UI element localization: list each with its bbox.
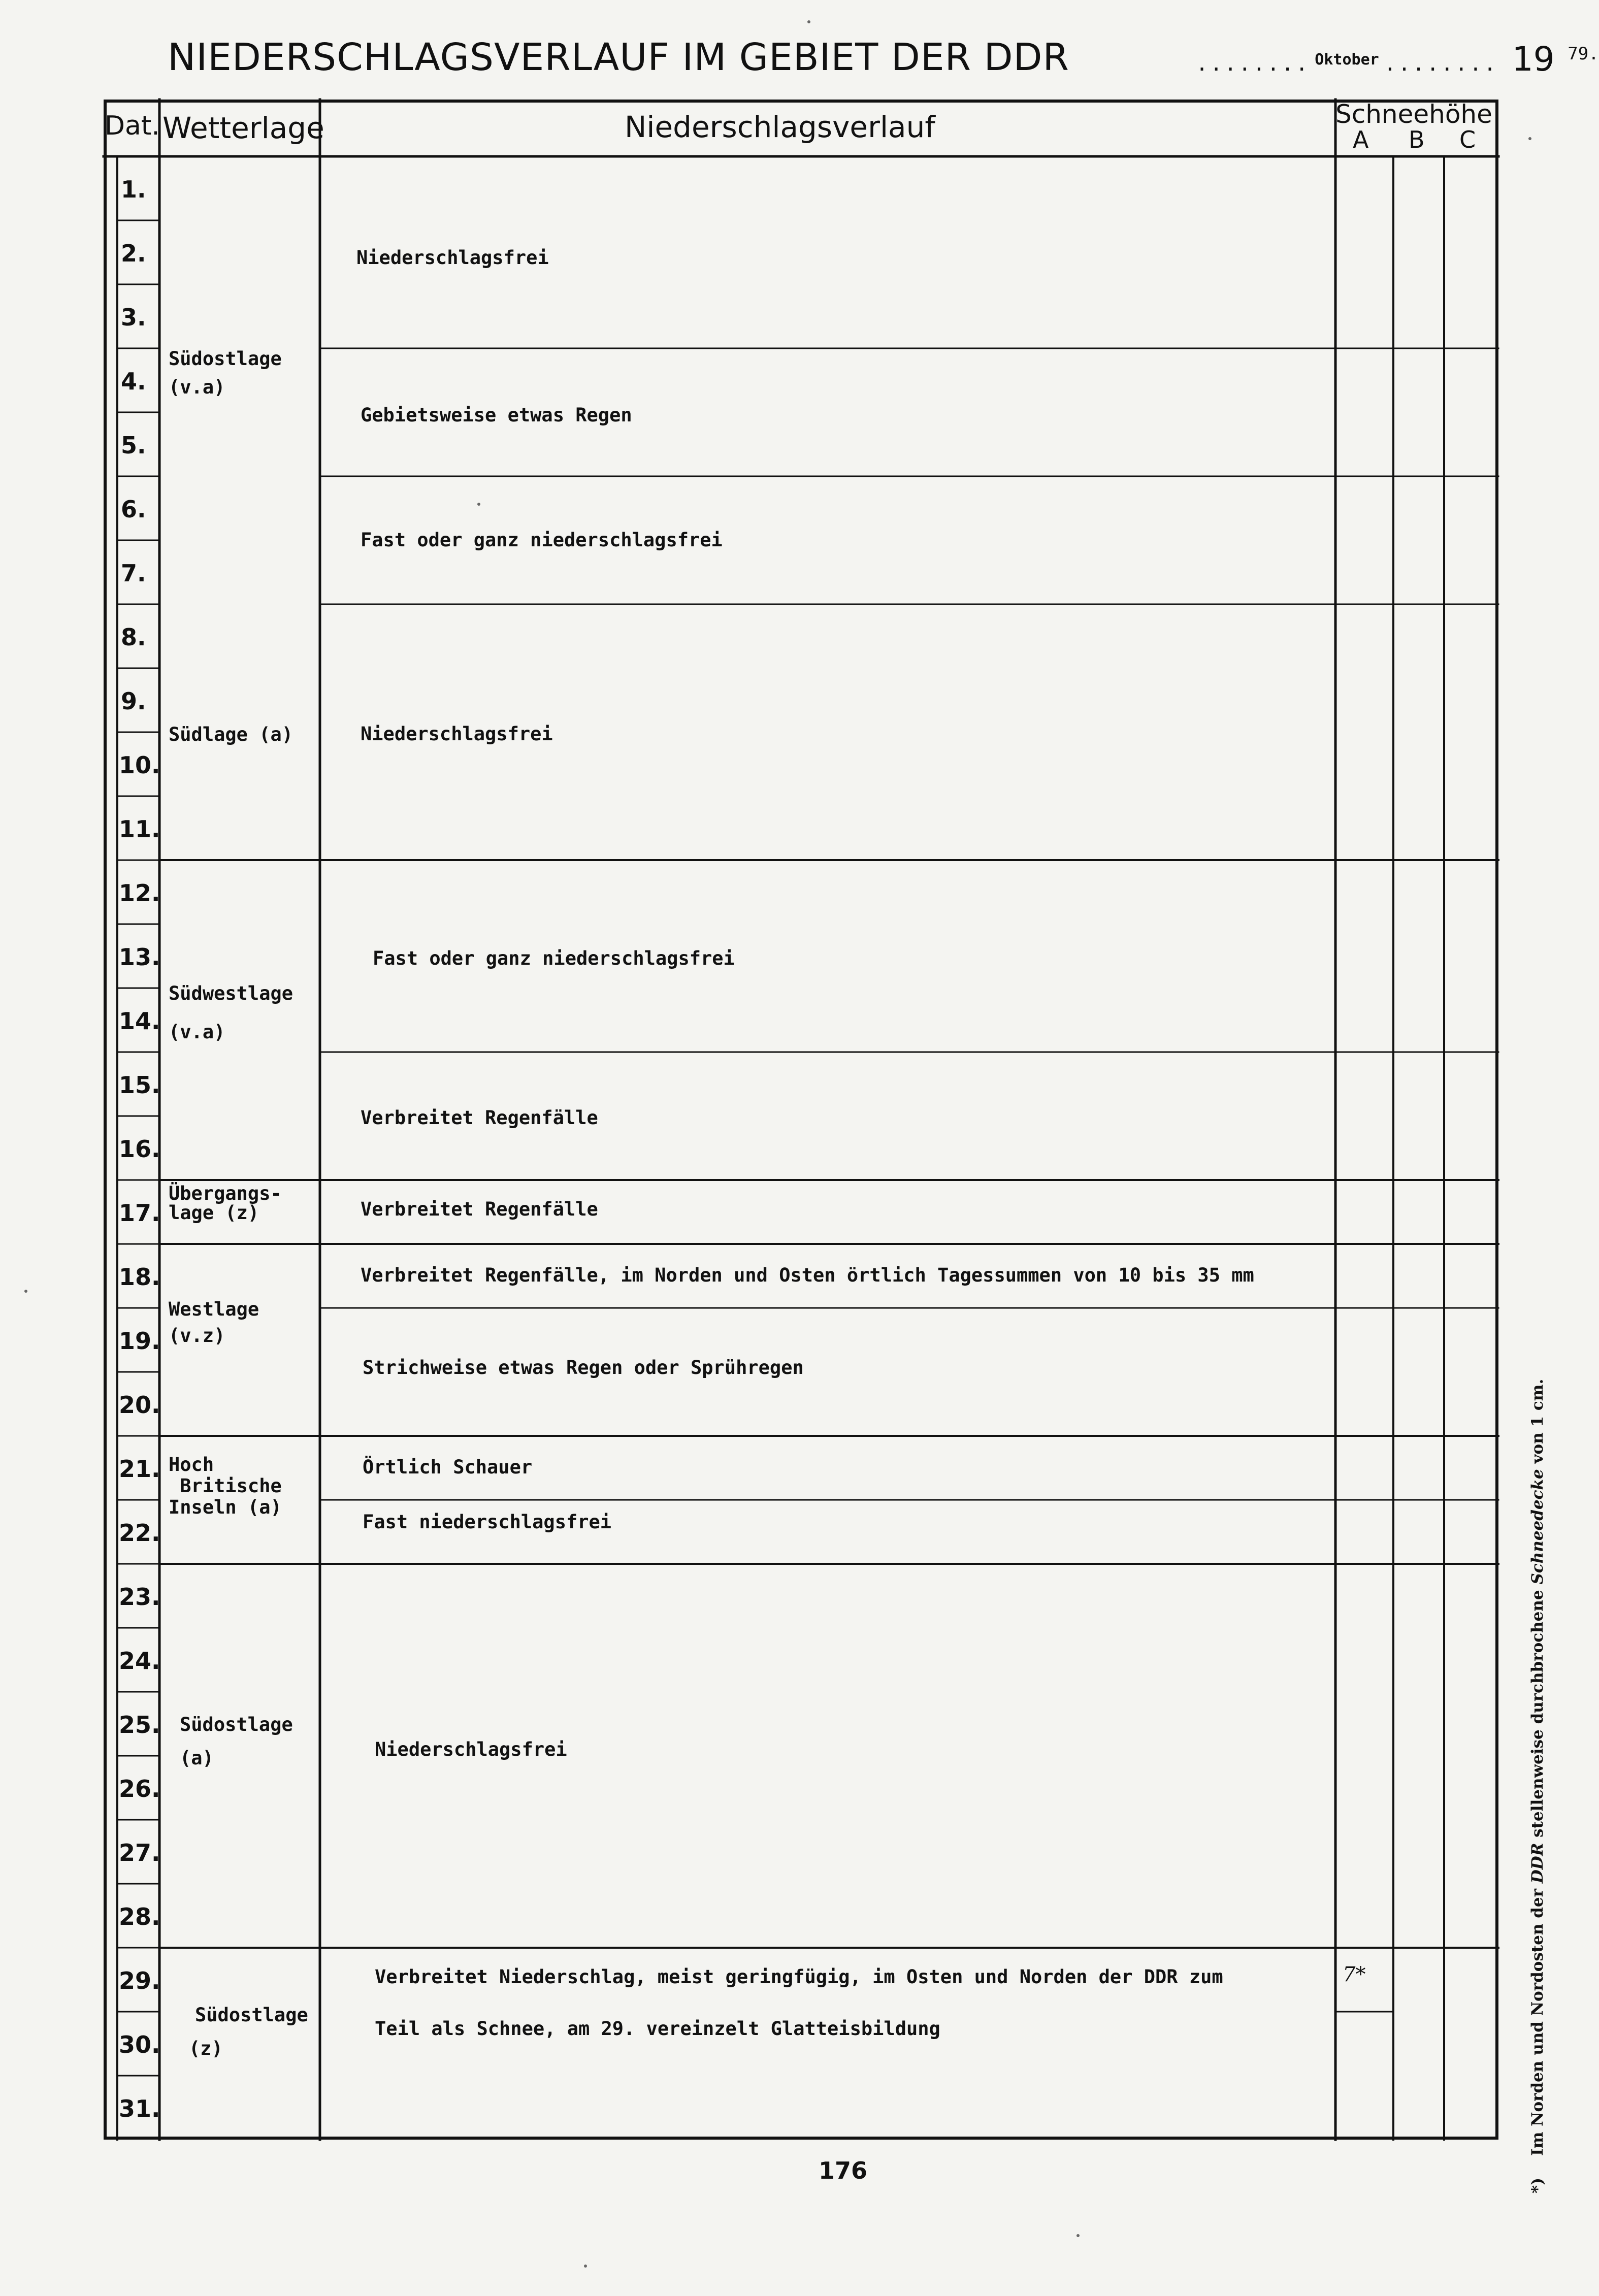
footnote-snow: Schneedecke [1528,1469,1547,1585]
precipitation-table [104,100,1498,2140]
day-label-11: 11. [119,815,160,843]
weather-situation-6-line2: Britische [169,1475,282,1497]
course-text-1: Niederschlagsfrei [356,247,549,269]
day-label-28: 28. [119,1903,160,1930]
day-label-17: 17. [119,1199,160,1227]
weather-situation-8-line1: Südostlage [195,2004,308,2026]
weather-situation-4-line2: lage (z) [169,1202,259,1224]
weather-situation-7 [180,1713,293,1770]
day-label-30: 30. [119,2031,160,2058]
day-label-27: 27. [119,1839,160,1866]
weather-situation-8 [189,2004,308,2060]
day-label-22: 22. [119,1519,160,1547]
day-label-7: 7. [121,560,146,587]
period-century: 19 [1512,40,1555,79]
paper-speck [1076,2234,1080,2237]
period-dots: ........ [1196,52,1310,76]
day-label-19: 19. [119,1327,160,1355]
weather-situation-6 [169,1454,282,1518]
weather-situation-5-line1: Westlage [169,1298,259,1320]
period-month: Oktober [1315,51,1379,69]
weather-situation-7-line1: Südostlage [180,1714,293,1735]
weather-situation-8-line2: (z) [189,2038,223,2059]
header-snow-b: B [1409,126,1425,153]
day-label-2: 2. [121,240,146,267]
day-label-3: 3. [121,304,146,331]
day-label-31: 31. [119,2095,160,2122]
day-label-1: 1. [121,176,146,203]
paper-speck [1528,137,1531,140]
weather-situation-1-line1: Südostlage [169,348,282,370]
footnote-suffix: von 1 cm. [1528,1379,1547,1464]
header-weather: Wetterlage [162,111,324,145]
footnote-marker: *) [1528,2178,1547,2193]
weather-situation-4-line1: Übergangs- [169,1183,282,1204]
course-text-8: Verbreitet Regenfälle, im Norden und Osten örtlich Tagessummen von 10 bis 35 mm [361,1264,1254,1286]
day-label-13: 13. [119,943,160,971]
course-text-2: Gebietsweise etwas Regen [361,404,632,426]
header-snow-c: C [1459,126,1476,153]
day-label-21: 21. [119,1455,160,1483]
day-label-9: 9. [121,687,146,715]
table-border [105,101,1497,2138]
period-year: 79. [1568,44,1599,64]
day-label-14: 14. [119,1007,160,1035]
course-text-10: Örtlich Schauer [363,1456,533,1478]
header-snow-a: A [1353,126,1369,153]
weather-situation-3-line2: (v.a) [169,1021,225,1043]
header-day: Dat. [105,111,160,141]
snow-entry-29-a: 7* [1343,1963,1366,1986]
header-course: Niederschlagsverlauf [625,110,935,144]
weather-situation-7-line2: (a) [180,1747,214,1769]
day-label-4: 4. [121,368,146,395]
weather-situation-2 [169,723,293,746]
weather-situation-4 [169,1184,282,1223]
period-dots-2: ........ [1384,52,1498,76]
weather-situation-3-line1: Südwestlage [169,982,293,1004]
course-text-5: Fast oder ganz niederschlagsfrei [373,947,735,969]
footnote-middle: stellenweise durchbrochene [1528,1590,1547,1838]
footnote-ddr: DDR [1528,1843,1547,1884]
day-label-23: 23. [119,1583,160,1611]
day-label-26: 26. [119,1775,160,1802]
day-label-6: 6. [121,496,146,523]
weather-situation-5 [169,1298,259,1348]
day-label-25: 25. [119,1711,160,1739]
course-text-11: Fast niederschlagsfrei [363,1511,612,1533]
report-period [1196,40,1599,79]
course-text-6: Verbreitet Regenfälle [361,1107,598,1129]
page-number: 176 [819,2157,868,2184]
weather-situation-1-line2: (v.a) [169,376,225,398]
day-label-10: 10. [119,751,160,779]
footnote [1528,1379,1547,2193]
weather-situation-6-line3: Inseln (a) [169,1496,282,1518]
weather-situation-1 [169,347,282,399]
paper-speck [584,2265,587,2268]
weather-group-lines [159,860,1498,1948]
table-grid [104,100,1498,2140]
weather-situation-2-line1: Südlage (a) [169,724,293,745]
day-label-15: 15. [119,1071,160,1099]
footnote-prefix: Im Norden und Nordosten der [1528,1888,1547,2156]
course-text-14: Teil als Schnee, am 29. vereinzelt Glatteisbildung [375,2018,940,2040]
weather-situation-5-line2: (v.z) [169,1325,225,1347]
course-text-12: Niederschlagsfrei [375,1739,567,1760]
weather-situation-3 [169,982,293,1044]
day-label-12: 12. [119,879,160,907]
day-label-20: 20. [119,1391,160,1419]
paper-speck [807,20,810,23]
course-text-7: Verbreitet Regenfälle [361,1198,598,1220]
paper-speck [477,503,480,506]
day-label-16: 16. [119,1135,160,1163]
day-label-24: 24. [119,1647,160,1675]
course-text-3: Fast oder ganz niederschlagsfrei [361,529,723,551]
day-label-5: 5. [121,432,146,459]
course-text-4: Niederschlagsfrei [361,723,553,745]
weather-situation-6-line1: Hoch [169,1454,214,1475]
day-label-29: 29. [119,1967,160,1994]
day-label-18: 18. [119,1263,160,1291]
course-text-9: Strichweise etwas Regen oder Sprühregen [363,1357,804,1379]
day-label-8: 8. [121,624,146,651]
page-title: NIEDERSCHLAGSVERLAUF IM GEBIET DER DDR [168,36,1069,79]
header-snow: Schneehöhe [1335,100,1492,129]
paper-speck [24,1290,27,1293]
course-text-13: Verbreitet Niederschlag, meist geringfügig, im Osten und Norden der DDR zum [375,1966,1223,1988]
